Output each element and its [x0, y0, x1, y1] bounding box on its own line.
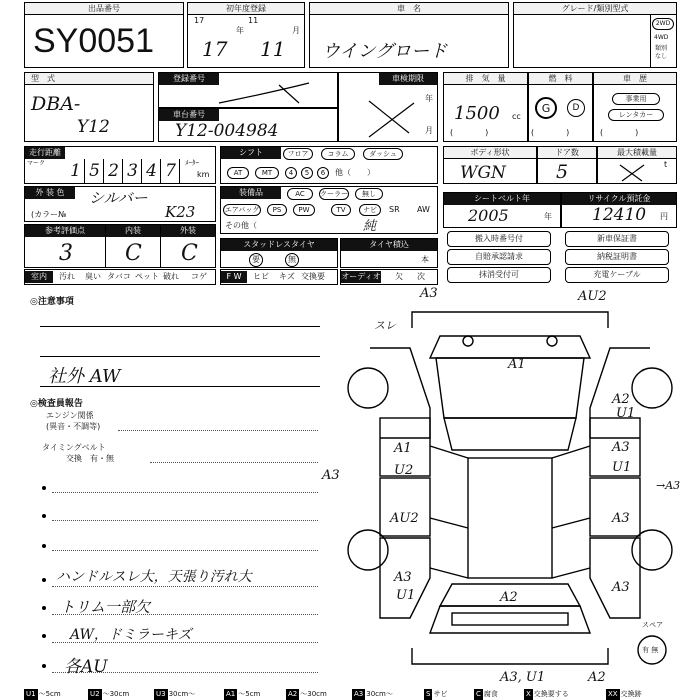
mileage-meter-note: ﾒｰﾀｰ	[185, 159, 199, 167]
chassis-number-header: 車台番号	[159, 109, 219, 121]
damage-label: U1	[616, 406, 636, 421]
overall-score-value: 3	[59, 241, 73, 266]
damage-label: U2	[394, 463, 414, 478]
recycle-deposit-value: 12410	[592, 205, 647, 225]
use-business-option[interactable]: 事業用	[612, 93, 660, 105]
damage-label: A3	[420, 286, 438, 301]
chassis-number-value: Y12-004984	[175, 121, 279, 141]
first-reg-month-handwritten: 11	[260, 37, 286, 61]
inspector-item-1: ハンドルスレ大，天張り汚れ大	[56, 569, 252, 585]
equipment-header: 装備品	[221, 187, 281, 199]
capacity-box	[597, 146, 677, 184]
shift-option-column[interactable]: コラム	[321, 148, 355, 160]
grade-header: グレード/類別型式	[514, 3, 676, 15]
legend-item: C 腐食	[476, 690, 498, 698]
exterior-score-value: C	[181, 241, 198, 266]
inspector-item-4: 各AU	[64, 657, 108, 677]
displacement-header: 排 気 量	[444, 73, 527, 85]
mileage-digit: 4	[143, 159, 161, 183]
legend-bar	[24, 688, 684, 700]
mileage-digit: 5	[86, 159, 104, 183]
damage-label: A1	[508, 357, 526, 372]
windshield-label: F W	[221, 271, 247, 283]
inspector-dotline	[52, 492, 318, 493]
tire-loaded-header: タイヤ積込	[341, 239, 437, 251]
equip-sr[interactable]: SR	[389, 205, 400, 214]
doc-new-car-warranty[interactable]: 新車保証書	[565, 231, 669, 247]
inspector-bullet	[42, 664, 46, 668]
inspector-timing-line	[150, 462, 318, 463]
doc-charging-cable[interactable]: 充電ケーブル	[565, 267, 669, 283]
legend-item: U1 ～5cm	[26, 690, 61, 698]
inspector-exchange: 交換 有・無	[66, 454, 114, 463]
audio-label: オーディオ	[341, 272, 381, 281]
equip-tv[interactable]: TV	[331, 204, 351, 216]
seatbelt-year-value: 2005	[468, 206, 509, 225]
spare-tire-label: スペア	[642, 621, 663, 629]
inspection-month-unit: 月	[425, 126, 433, 135]
vehicle-use-box	[593, 72, 677, 142]
vehicle-use-header: 車 歴	[594, 73, 676, 85]
seatbelt-year-unit: 年	[544, 212, 552, 221]
displacement-value: 1500	[454, 103, 500, 124]
first-reg-month-top: 11	[248, 16, 259, 25]
shift-other: 他（ ）	[335, 168, 375, 177]
damage-label: A3	[394, 570, 412, 585]
displacement-unit: cc	[512, 112, 521, 121]
damage-label: A3, U1	[500, 670, 546, 685]
inspector-bullet	[42, 544, 46, 548]
studless-yes-option[interactable]: 要	[249, 253, 263, 267]
notes-line1-value: 社外 AW	[48, 366, 121, 387]
damage-label: スレ	[374, 319, 396, 332]
seatbelt-year-box	[443, 192, 561, 228]
car-name-box	[309, 2, 509, 68]
model-value-line2: Y12	[77, 117, 110, 137]
damage-label: A3	[612, 440, 630, 455]
legend-item: A3 30cm～	[354, 690, 393, 698]
first-registration-header: 初年度登録	[188, 3, 304, 15]
damage-label: A2	[612, 392, 630, 407]
fw-scratch[interactable]: キズ	[279, 272, 295, 281]
overall-score-header: 参考評価点	[25, 225, 105, 237]
inspector-dotline	[52, 672, 318, 673]
fw-crack[interactable]: ヒビ	[253, 272, 269, 281]
fw-replace[interactable]: 交換要	[301, 272, 325, 281]
room-tobacco[interactable]: タバコ	[107, 272, 131, 281]
shift-option-dash[interactable]: ダッシュ	[363, 148, 403, 160]
legend-item: XX 交換跡	[608, 690, 642, 698]
inspector-bullet	[42, 514, 46, 518]
inspector-dotline	[52, 520, 318, 521]
grade-box	[513, 2, 677, 68]
notes-line	[40, 356, 320, 357]
fuel-diesel-option[interactable]: D	[567, 99, 585, 117]
studless-no-option[interactable]: 無	[285, 253, 299, 267]
recycle-deposit-unit: 円	[660, 212, 668, 221]
lot-number-box	[24, 2, 184, 68]
model-box	[24, 72, 154, 142]
shift-option-floor[interactable]: フロア	[283, 148, 313, 160]
doc-deregistration[interactable]: 抹消受付可	[447, 267, 551, 283]
inspector-item-3: AW，ドミラーキズ	[70, 627, 192, 643]
shift-gear-6[interactable]: 6	[317, 167, 329, 179]
audio-missing[interactable]: 欠	[395, 272, 403, 281]
exterior-score-header: 外装	[161, 225, 215, 237]
displacement-paren: ( )	[450, 128, 489, 137]
mileage-digit: 7	[162, 159, 180, 183]
notes-line	[40, 386, 320, 387]
equip-ac[interactable]: AC	[287, 188, 313, 200]
equip-other-label: その他（	[225, 221, 257, 230]
inspector-engine-label: エンジン関係	[46, 411, 94, 420]
lot-number-header: 出品番号	[25, 3, 183, 15]
doc-tax-certificate[interactable]: 納税証明書	[565, 249, 669, 265]
shift-gear-4[interactable]: 4	[285, 167, 297, 179]
audio-box	[340, 269, 438, 285]
equip-other-value: 純	[363, 219, 377, 234]
damage-label: U1	[396, 588, 416, 603]
exterior-color-value: シルバー	[89, 189, 148, 207]
damage-label: A1	[394, 441, 412, 456]
use-paren: ( )	[600, 128, 639, 137]
room-condition-label: 室内	[25, 271, 53, 283]
recycle-deposit-header: リサイクル預託金	[562, 193, 676, 205]
exterior-color-box	[24, 186, 216, 222]
capacity-unit: t	[664, 160, 668, 169]
damage-label: A3	[612, 580, 630, 595]
mileage-mark-label: マーク	[27, 160, 46, 167]
seatbelt-year-header: シートベルト年	[444, 193, 560, 205]
mileage-box	[24, 146, 216, 184]
shift-header: シフト	[221, 147, 281, 159]
drive-column	[650, 15, 676, 68]
room-condition-box	[24, 269, 216, 285]
legend-item: A1 ～5cm	[226, 690, 261, 698]
equip-airbag[interactable]: エアバッグ	[224, 206, 260, 214]
car-name-value: ウイングロード	[322, 41, 448, 62]
damage-label: A2	[588, 670, 606, 685]
body-type-value: WGN	[460, 163, 506, 183]
inspector-bullet	[42, 606, 46, 610]
tire-loaded-box	[340, 238, 438, 268]
capacity-header: 最大積載量	[598, 147, 676, 159]
inspector-dotline	[52, 550, 318, 551]
model-header: 型 式	[25, 73, 153, 85]
damage-label: U1	[612, 460, 632, 475]
windshield-box	[220, 269, 338, 285]
room-tear[interactable]: 破れ	[163, 272, 179, 281]
inspector-dotline	[52, 586, 318, 587]
color-code-label: (カラー№	[31, 210, 67, 219]
room-odor[interactable]: 臭い	[85, 272, 101, 281]
equip-pw[interactable]: PW	[293, 204, 315, 216]
capacity-strike	[598, 147, 678, 185]
registration-number-box	[158, 72, 338, 108]
equip-ps[interactable]: PS	[267, 204, 287, 216]
damage-label: AU2	[390, 511, 419, 526]
equip-navi[interactable]: ナビ	[359, 204, 381, 216]
doc-carry-in-number[interactable]: 搬入時番号付	[447, 231, 551, 247]
equipment-box	[220, 186, 438, 234]
tire-loaded-unit: 本	[421, 255, 429, 264]
first-reg-year-handwritten: 17	[202, 37, 228, 61]
chassis-number-box	[158, 108, 338, 142]
inspector-title: ◎検査員報告	[30, 399, 83, 409]
studless-tire-header: スタッドレスタイヤ	[221, 239, 337, 251]
shift-box	[220, 146, 438, 184]
first-reg-month-unit: 月	[292, 26, 300, 35]
room-burn[interactable]: コゲ	[191, 272, 207, 281]
body-type-header: ボディ形状	[444, 147, 536, 159]
inspector-dotline	[52, 614, 318, 615]
legend-item: A2 ～30cm	[288, 690, 327, 698]
drive-2wd-option[interactable]: 2WD	[652, 18, 674, 30]
fuel-box	[528, 72, 593, 142]
room-dirt[interactable]: 汚れ	[59, 272, 75, 281]
inspector-engine-sub: (異音・不調等)	[46, 422, 101, 431]
room-pet[interactable]: ペット	[135, 272, 159, 281]
interior-score-value: C	[125, 241, 142, 266]
score-box	[24, 224, 216, 268]
first-registration-box	[187, 2, 305, 68]
car-name-header: 車 名	[310, 3, 508, 15]
legend-item: S サビ	[426, 690, 448, 698]
damage-label: AU2	[578, 289, 607, 304]
studless-tire-box	[220, 238, 338, 268]
notes-title: ◎注意事項	[30, 297, 74, 307]
color-code-value: K23	[165, 203, 196, 221]
doors-value: 5	[556, 161, 569, 183]
doc-liability-insurance[interactable]: 自賠承認請求	[447, 249, 551, 265]
audio-next[interactable]: 次	[417, 272, 425, 281]
shift-mt-option[interactable]: MT	[255, 167, 279, 179]
damage-label: →A3	[656, 479, 681, 492]
doors-header: ドア数	[538, 147, 596, 159]
recycle-deposit-box	[561, 192, 677, 228]
equip-cooler[interactable]: クーラー	[320, 190, 348, 198]
legend-item: X 交換要する	[526, 690, 569, 698]
mileage-digits	[67, 147, 217, 185]
doors-box	[537, 146, 597, 184]
inspector-timing-label: タイミングベルト	[42, 443, 106, 452]
inspection-strike	[339, 73, 439, 143]
drive-none-label-1: 類別	[655, 45, 668, 52]
displacement-box	[443, 72, 528, 142]
inspection-expiry-header: 車検期限	[379, 73, 437, 85]
drive-none-label-2: なし	[655, 53, 668, 60]
notes-line	[40, 326, 320, 327]
inspection-expiry-box	[338, 72, 438, 142]
first-reg-year-unit: 年	[236, 26, 244, 35]
lot-number-value: SY0051	[33, 22, 154, 60]
fuel-header: 燃 料	[529, 73, 592, 85]
damage-label: A3	[612, 511, 630, 526]
mileage-digit: 1	[67, 159, 85, 183]
exterior-color-header: 外 装 色	[25, 187, 75, 199]
damage-label: A2	[500, 590, 518, 605]
inspector-bullet	[42, 486, 46, 490]
interior-score-header: 内装	[106, 225, 160, 237]
inspection-year-unit: 年	[425, 94, 433, 103]
model-value-line1: DBA-	[31, 93, 81, 115]
registration-strike	[159, 73, 339, 109]
first-reg-era-year: 17	[194, 16, 205, 25]
equip-none[interactable]: 無し	[355, 188, 383, 200]
mileage-digit: 3	[124, 159, 142, 183]
drive-4wd-option[interactable]: 4WD	[654, 34, 669, 41]
mileage-digit: 2	[105, 159, 123, 183]
mileage-header: 走行距離	[25, 147, 65, 159]
documents-box	[443, 228, 677, 284]
inspector-bullet	[42, 634, 46, 638]
shift-gear-5[interactable]: 5	[301, 167, 313, 179]
body-type-box	[443, 146, 537, 184]
damage-label: A3	[322, 468, 340, 483]
inspector-bullet	[42, 578, 46, 582]
car-diagram	[340, 288, 680, 688]
registration-number-header: 登録番号	[159, 73, 219, 85]
fuel-gasoline-option[interactable]: G	[535, 97, 557, 119]
shift-at-option[interactable]: AT	[227, 167, 249, 179]
fuel-paren: ( )	[531, 128, 570, 137]
legend-item: U2 ～30cm	[90, 690, 130, 698]
inspector-engine-line	[118, 430, 318, 431]
inspector-item-2: トリム一部欠	[60, 598, 151, 616]
inspector-dotline	[52, 642, 318, 643]
use-rental-option[interactable]: レンタカー	[608, 109, 664, 121]
equip-aw[interactable]: AW	[417, 205, 430, 214]
spare-tire-status: 有 無	[642, 646, 659, 654]
mileage-unit: km	[197, 170, 210, 179]
legend-item: U3 30cm～	[156, 690, 196, 698]
